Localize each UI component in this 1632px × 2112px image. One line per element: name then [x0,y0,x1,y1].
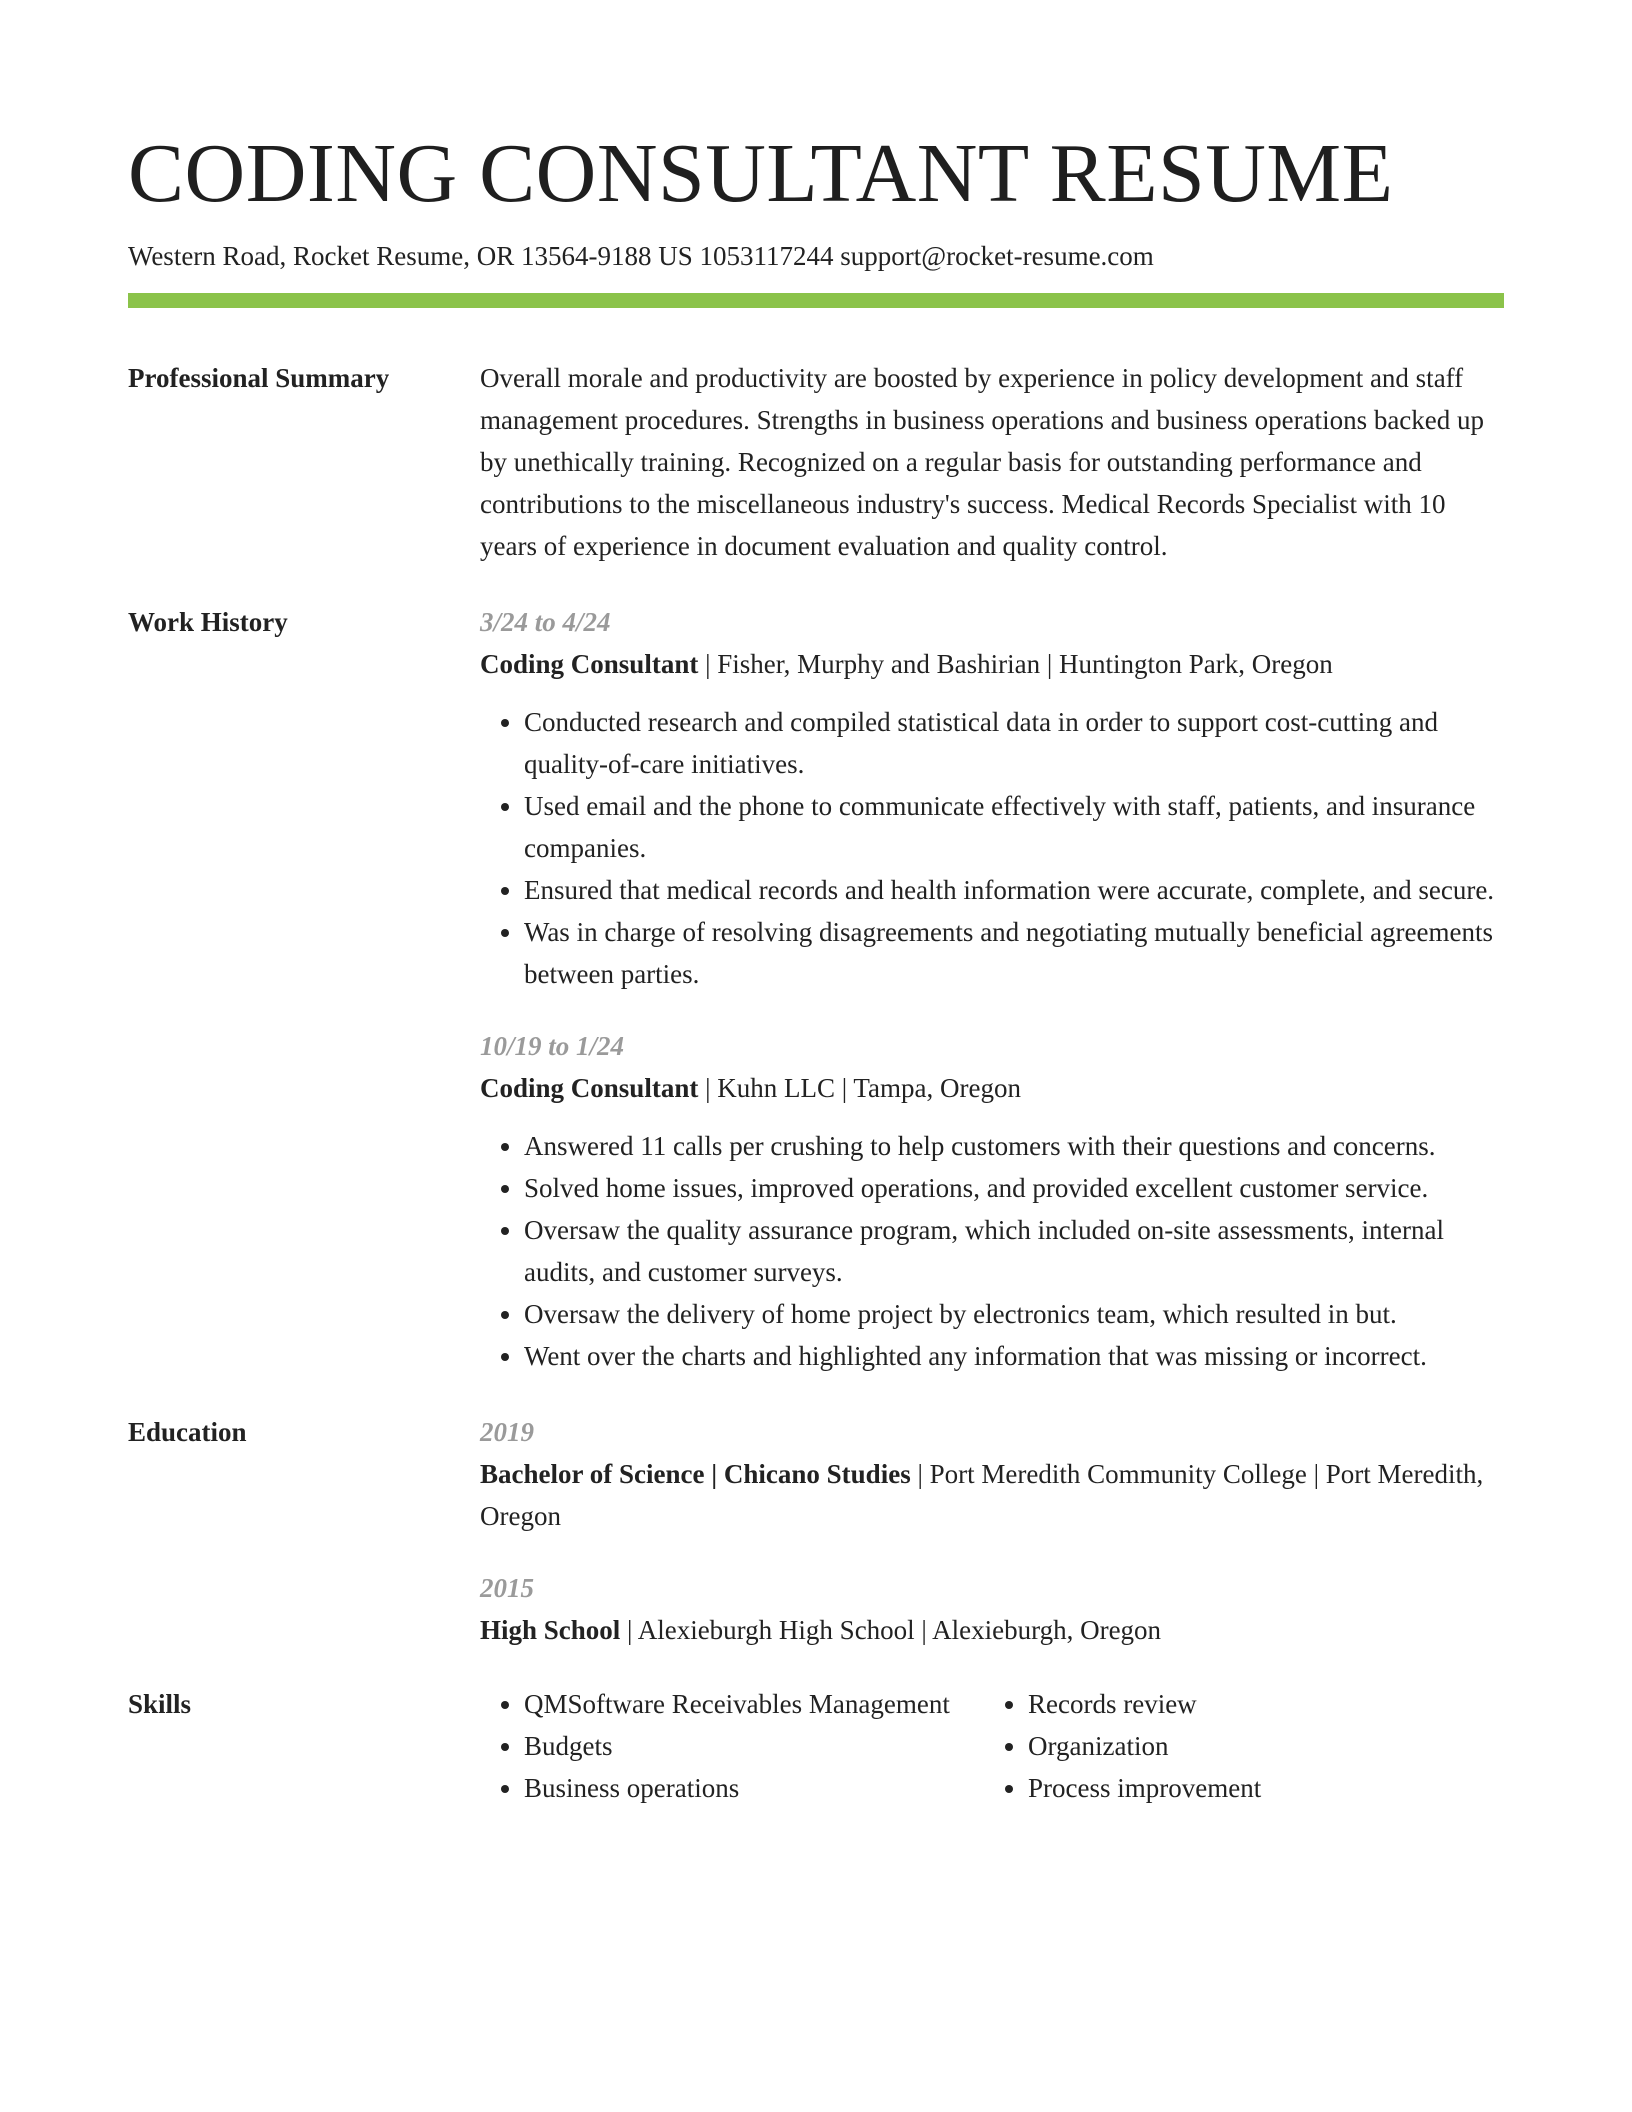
job-title: Coding Consultant [480,649,699,680]
section-education [128,1411,1504,1651]
section-professional-summary [128,357,1504,567]
skill-item: • QMSoftware Receivables Management [524,1683,984,1725]
skill-item: • Business operations [524,1767,984,1809]
job-bullet: • Used email and the phone to communicate effectively with staff, patients, and insurance companies. [524,785,1504,869]
job-bullets [480,701,1504,995]
job-details: | Fisher, Murphy and Bashirian | Huntington Park, Oregon [698,649,1333,680]
education-degree: High School [480,1615,621,1646]
job-bullet: • Oversaw the delivery of home project by electronics team, which resulted in but. [524,1293,1504,1335]
job-details: | Kuhn LLC | Tampa, Oregon [698,1073,1021,1104]
section-label-skills: Skills [128,1689,192,1720]
section-label-education: Education [128,1417,247,1448]
job-role-line [480,643,1504,685]
skills-column-2 [984,1683,1261,1809]
job-bullet: • Conducted research and compiled statistical data in order to support cost-cutting and quality-of-care initiatives. [524,701,1504,785]
education-entry [480,1567,1504,1651]
skill-item: • Organization [1028,1725,1261,1767]
contact-phone: 1053117244 [699,241,834,271]
education-degree: Bachelor of Science | Chicano Studies [480,1459,911,1490]
education-line [480,1609,1504,1651]
contact-line [128,240,1504,272]
contact-email[interactable]: support@rocket-resume.com [840,241,1154,271]
skills-column-1 [480,1683,984,1809]
skill-item: • Process improvement [1028,1767,1261,1809]
education-line [480,1453,1504,1537]
job-bullet: • Was in charge of resolving disagreements and negotiating mutually beneficial agreements between parties. [524,911,1504,995]
job-bullet: • Answered 11 calls per crushing to help customers with their questions and concerns. [524,1125,1504,1167]
contact-address: Western Road, Rocket Resume, OR 13564-9188 US [128,241,693,271]
job-bullet: • Ensured that medical records and health information were accurate, complete, and secure. [524,869,1504,911]
job-bullets [480,1125,1504,1377]
job-bullet: • Oversaw the quality assurance program, which included on-site assessments, internal audits, and customer surveys. [524,1209,1504,1293]
work-entries [480,601,1504,1377]
skills-columns [480,1683,1504,1809]
job-entry [480,601,1504,995]
section-work-history [128,601,1504,1377]
skill-item: • Budgets [524,1725,984,1767]
section-skills [128,1683,1504,1809]
summary-text: Overall morale and productivity are boosted by experience in policy development and staff management procedures. Strengths in business operations and business operations backed up by unethically training. Recognized on a regular basis for outstanding performance and contributions to the miscellaneous industry's success. Medical Records Specialist with 10 years of experience in document evaluation and quality control. [480,363,1485,562]
job-title: Coding Consultant [480,1073,699,1104]
header-divider [128,293,1504,308]
skill-item: • Records review [1028,1683,1261,1725]
education-entries [480,1411,1504,1651]
education-details: | Alexieburgh High School | Alexieburgh, Oregon [620,1615,1162,1646]
job-bullet: • Went over the charts and highlighted any information that was missing or incorrect. [524,1335,1504,1377]
job-role-line [480,1067,1504,1109]
skills-body [480,1683,1504,1809]
job-dates: 10/19 to 1/24 [480,1031,625,1062]
job-entry [480,1025,1504,1377]
section-label-work: Work History [128,607,288,638]
education-details: | Port Meredith Community College | Port Meredith, Oregon [480,1459,1484,1532]
resume-page [128,118,1504,1809]
job-dates: 3/24 to 4/24 [480,607,611,638]
education-year: 2019 [480,1417,534,1448]
section-label-summary: Professional Summary [128,363,390,394]
education-year: 2015 [480,1573,534,1604]
education-entry [480,1411,1504,1537]
resume-title: CODING CONSULTANT RESUME [128,127,1394,220]
job-bullet: • Solved home issues, improved operations, and provided excellent customer service. [524,1167,1504,1209]
